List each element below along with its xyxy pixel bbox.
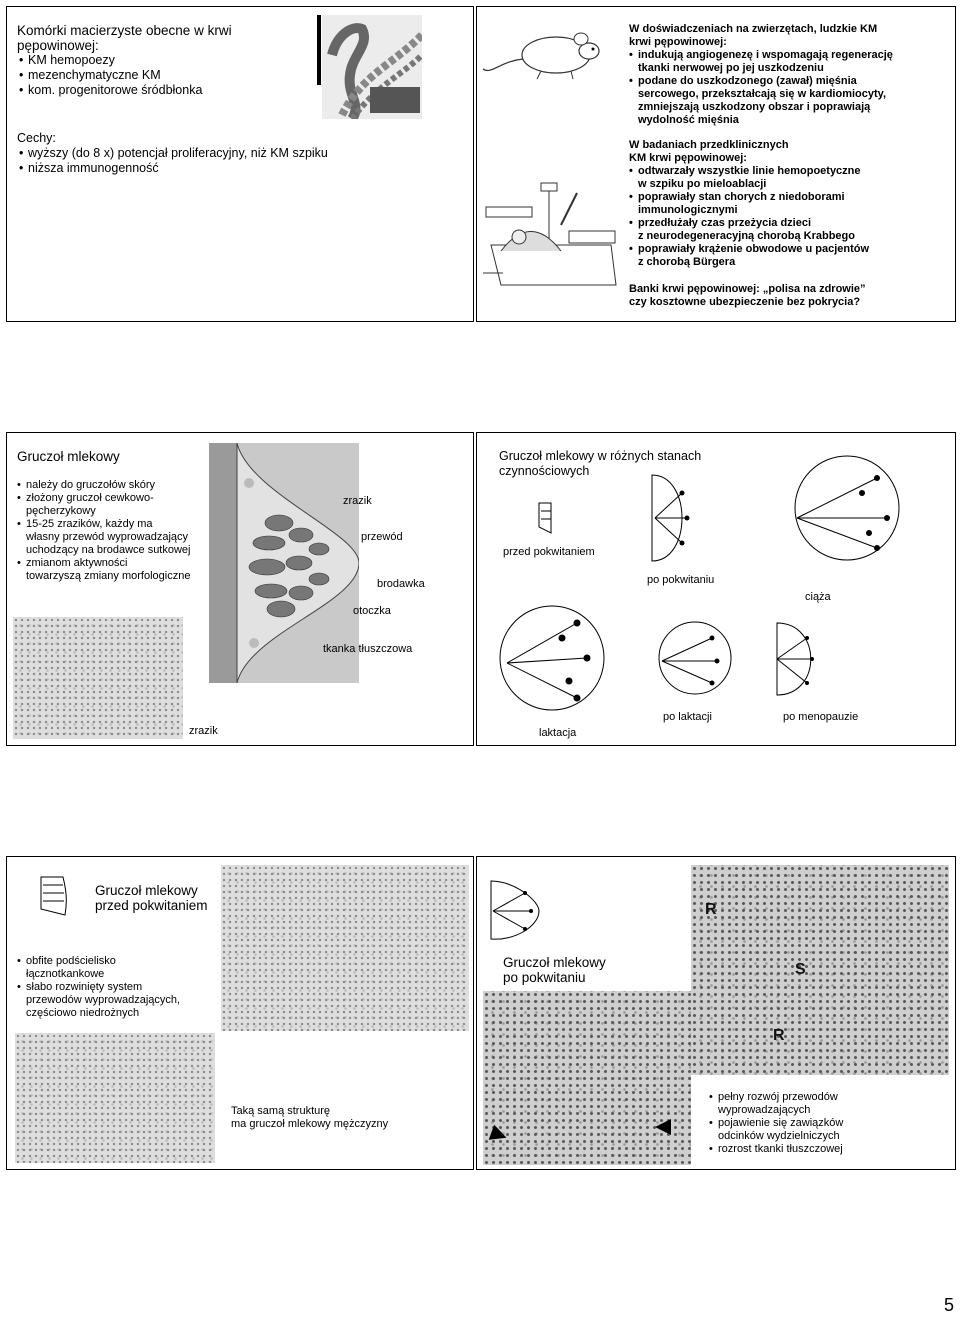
mouse-and-patient-illustration (481, 15, 621, 295)
cechy-list (19, 146, 339, 176)
label-tkanka: tkanka tłuszczowa (323, 643, 413, 655)
label-zrazik-top: zrazik (343, 495, 372, 507)
list-item: • odtwarzały wszystkie linie hemopoetyczne w szpiku po mieloablacji (629, 165, 949, 191)
label-laktacja: laktacja (539, 727, 577, 739)
gland-tree-icon (485, 871, 545, 943)
slide6-title: Gruczoł mlekowy po pokwitaniu (503, 955, 606, 985)
slide-mammary-gland (6, 432, 474, 746)
list-item: • poprawiały krążenie obwodowe u pacjentów z chorobą Bürgera (629, 243, 949, 269)
slide2-bullets2 (629, 165, 949, 269)
umbilical-cord-image (322, 15, 422, 119)
list-item: • indukują angiogenezę i wspomagają regenerację tkanki nerwowej po jej uszkodzeniu (629, 49, 949, 75)
list-item: • należy do gruczołów skóry (17, 479, 227, 492)
list-item: • kom. progenitorowe śródbłonka (19, 83, 319, 98)
label-po-menopauzie: po menopauzie (783, 711, 859, 723)
slide-before-puberty (6, 856, 474, 1170)
image-divider (317, 15, 321, 85)
region-letter: R (773, 1027, 785, 1044)
list-item: • KM hemopoezy (19, 53, 319, 68)
histology-ducts-image (691, 865, 949, 1075)
list-item: • pełny rozwój przewodów wyprowadzających (709, 1091, 949, 1117)
umbilical-cord-illustration (322, 15, 422, 119)
arrowhead-icon (655, 1119, 671, 1135)
slide-functional-states (476, 432, 956, 746)
list-item: • podane do uszkodzonego (zawał) mięśnia sercowego, przekształcają się w kardiomiocyty, zmniejszają uszkodzony obszar i poprawiają wydolność mięśnia (629, 75, 949, 127)
label-brodawka: brodawka (377, 578, 425, 590)
list-item: • obfite podścielisko łącznotkankowe (17, 955, 217, 981)
slide6-bullets (709, 1091, 949, 1156)
list-item: • złożony gruczoł cewkowo- pęcherzykowy (17, 492, 227, 518)
slide3-bullets (17, 479, 227, 583)
list-item: • 15-25 zrazików, każdy ma własny przewód wyprowadzający uchodzący na brodawce sutkowej (17, 518, 227, 557)
label-ciaza: ciąża (805, 591, 831, 603)
secretory-histology-image (483, 991, 691, 1165)
stroma-histology-image (221, 865, 469, 1031)
list-item: • zmianom aktywności towarzyszą zmiany morfologiczne (17, 557, 227, 583)
gland-development-diagrams (477, 433, 955, 745)
slide2-banks: Banki krwi pępowinowej: „polisa na zdrowie” czy kosztowne ubezpieczenie bez pokrycia? (629, 283, 866, 308)
gland-diagram-icon (37, 873, 77, 919)
slide4-title: Gruczoł mlekowy w różnych stanach czynnościowych (499, 449, 702, 478)
slide2-intro2: W badaniach przedklinicznych KM krwi pępowinowej: (629, 139, 789, 164)
slide1-list (19, 53, 319, 98)
slide-stem-cells (6, 6, 474, 322)
lobule-histology-image (13, 617, 183, 739)
slide5-bullets (17, 955, 217, 1020)
slide1-title: Komórki macierzyste obecne w krwi pępowinowej: (17, 23, 232, 53)
label-otoczka: otoczka (353, 605, 391, 617)
duct-histology-image (15, 1033, 215, 1163)
list-item: • przedłużały czas przeżycia dzieci z neurodegeneracyjną chorobą Krabbego (629, 217, 949, 243)
label-zrazik-bottom: zrazik (189, 725, 218, 737)
slide2-intro: W doświadczeniach na zwierzętach, ludzkie KM krwi pępowinowej: (629, 23, 878, 48)
label-przed-pokwitaniem: przed pokwitaniem (503, 546, 595, 558)
label-przewod: przewód (361, 531, 403, 543)
region-letter: R (705, 901, 717, 918)
cechy-label: Cechy: (17, 131, 56, 145)
slide5-title: Gruczoł mlekowy przed pokwitaniem (95, 883, 208, 913)
slide3-title: Gruczoł mlekowy (17, 449, 120, 464)
slide5-note: Taką samą strukturę ma gruczoł mlekowy mężczyzny (231, 1105, 389, 1130)
list-item: • poprawiały stan chorych z niedoborami immunologicznymi (629, 191, 949, 217)
region-letter: S (795, 961, 806, 978)
slide-preclinical (476, 6, 956, 322)
list-item: • rozrost tkanki tłuszczowej (709, 1143, 949, 1156)
label-po-laktacji: po laktacji (663, 711, 712, 723)
list-item: • mezenchymatyczne KM (19, 68, 319, 83)
list-item: • pojawienie się zawiązków odcinków wydzielniczych (709, 1117, 949, 1143)
slide2-bullets1 (629, 49, 949, 127)
list-item: • wyższy (do 8 x) potencjał proliferacyjny, niż KM szpiku (19, 146, 339, 161)
label-po-pokwitaniu: po pokwitaniu (647, 574, 715, 586)
list-item: • słabo rozwinięty system przewodów wyprowadzających, częściowo niedrożnych (17, 981, 217, 1020)
page-number: 5 (943, 1295, 954, 1315)
list-item: • niższa immunogenność (19, 161, 339, 176)
slide-after-puberty (476, 856, 956, 1170)
